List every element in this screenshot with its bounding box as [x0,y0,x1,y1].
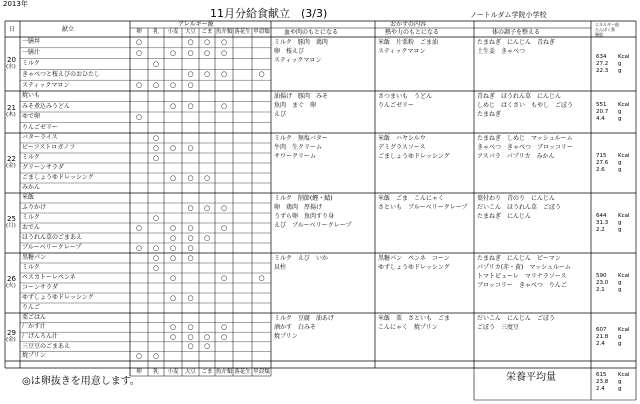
allergen-mark: ○ [187,332,194,341]
allergen-mark: ○ [169,48,177,57]
allergen-mark: ○ [135,223,143,232]
ingredient-body: だいこん ほうれん草 ごぼう [477,204,562,211]
nutrition-unit: Kcal [618,102,630,108]
dish-name: グリーンサラダ [22,164,64,171]
allergen-mark: ○ [152,351,160,360]
nutrition-unit: g [618,280,622,286]
ingredient-blood: えび ブルーベリークレープ [274,222,352,229]
ingredient-blood: 油揚げ 豚肉 みそ [274,93,329,100]
nutrition-unit: g [618,334,622,340]
day-date: 26 [7,275,16,283]
ingredient-body: アスパラ パプリカ みかん [477,153,555,160]
dish-name: 一膳汁 [22,49,41,57]
ingredient-body: たまねぎ にんじん 青ねぎ [477,39,556,46]
ingredient-blood: うずら卵 魚肉すり身 [274,213,335,220]
nutrition-value: 2.4 [596,341,605,347]
day-weekday: (金) [6,337,16,343]
header-allergen: 卵 [136,29,142,35]
allergen-mark: ○ [187,81,194,90]
ingredient-body: 葉付わり 青のり にんじん [477,195,556,202]
allergen-mark: ○ [169,143,177,152]
header-allergen: 乳 [153,29,159,35]
allergen-mark: ○ [203,173,211,182]
ingredient-blood: ミルク 削節(鰹・鯖) [274,195,333,202]
nutrition-value: 21.8 [596,334,609,340]
header-allergen: 落花生 [234,29,251,35]
allergen-mark: ○ [169,243,177,252]
allergen-mark: ○ [152,59,160,68]
ingredient-body: きゃべつ きゃべつ ブロッコリー [477,144,573,151]
nutrition-legend-item: たんぱく質 [595,27,615,32]
allergen-mark: ○ [169,293,177,302]
school-name: ノートルダム学院小学校 [470,11,547,19]
allergen-mark: ○ [203,203,211,212]
ingredient-body: たまねぎ [477,111,502,118]
allergen-mark: ○ [220,322,228,331]
allergen-mark: ○ [187,342,194,351]
footer-allergen: 魚介類 [215,368,233,375]
dish-name: ふりかけ [22,204,47,211]
day-weekday: (木) [6,112,16,118]
allergen-mark: ○ [187,233,194,242]
nutrition-value: 20.7 [596,109,609,115]
ingredient-blood: スティックマロン [274,57,322,64]
dish-name: 三豆豆のごまあえ [22,342,71,350]
dish-name: 栗ごはん [22,313,47,321]
ingredient-blood: ミルク 豆腐 油あげ [274,315,334,322]
ingredient-heat: さといも ブルーベリークレープ [378,204,468,211]
ingredient-blood: 卵 鶏肉 厚揚げ [274,204,323,211]
allergen-mark: ○ [187,253,194,262]
allergen-mark: ○ [152,153,160,162]
allergen-mark: ○ [203,48,211,57]
allergen-mark: ○ [220,332,228,341]
allergen-mark: ○ [169,102,177,111]
ingredient-body: ブロッコリー きゃべつ りんご [477,282,567,289]
dish-name: バターライス [22,134,58,141]
footer-allergen: ごま [201,368,213,375]
allergen-mark: ○ [187,48,194,57]
dish-name: ビーフストロガノフ [22,144,76,151]
ingredient-heat: ゆずしょうゆドレッシング [378,264,450,271]
ingredient-blood: 酒かす 白みそ [274,324,317,331]
nutrition-value: 23.0 [596,280,609,286]
allergen-mark: ○ [135,243,143,252]
allergen-mark: ○ [169,81,177,90]
allergen-mark: ○ [169,322,177,331]
allergen-mark: ○ [169,173,177,182]
ingredient-body: 青ねぎ ほうれん草 にんじん [477,93,562,100]
dish-name: 厂かす汁 [22,323,47,331]
dish-name: 焼プリン [22,352,46,360]
footnote: ◎は卵抜きを用意します。 [22,376,140,387]
nutrition-unit: g [618,160,622,166]
ingredient-heat: 米飯 栗 さといも ごま [378,315,451,322]
allergen-mark: ○ [169,223,177,232]
allergen-mark: ○ [152,253,160,262]
allergen-mark: ○ [152,143,160,152]
allergen-mark: ○ [187,243,194,252]
dish-name: スティックマロン [22,81,70,89]
allergen-mark: ○ [169,332,177,341]
nutrition-value: 27.6 [596,160,609,166]
nutrition-value: 551 [596,102,607,108]
allergen-mark: ○ [187,203,194,212]
nutrition-legend-item: 脂肪 [595,32,603,37]
nutrition-unit: g [618,68,622,74]
dish-name: コーンサラダ [22,284,58,291]
dish-name: ほうれん草のごまあえ [22,234,83,241]
nutrition-value: 22.3 [596,68,609,74]
allergen-mark: ○ [187,37,194,46]
nutrition-value: 644 [596,213,607,219]
ingredient-blood: 焼プリン [274,333,298,340]
ingredient-body: ごぼう 三度豆 [477,324,520,331]
header-ingredients-group: おかずの内容 [390,21,427,28]
allergen-mark: ○ [152,263,160,272]
nutrition-unit: g [618,167,622,173]
year-label: 2013年 [3,0,28,8]
ingredient-blood: ミルク えび いか [274,255,328,262]
header-menu: 献立 [62,26,75,33]
dish-name: みかん [22,184,41,191]
allergen-mark: ○ [203,332,211,341]
allergen-mark: ○ [152,213,160,222]
dish-name: みそ煮込みうどん [22,102,71,110]
ingredient-body: トマトピューレ マリナラソース [477,273,567,280]
nutrition-unit: g [618,287,622,293]
footer-allergen: 卵 [136,368,142,375]
nutrition-unit: Kcal [618,153,630,159]
allergen-mark: ○ [187,293,194,302]
ingredient-body: たまねぎ にんじん [477,213,532,220]
ingredient-blood: ミルク 豚肉 鶏肉 [274,39,328,46]
allergen-mark: ○ [220,48,228,57]
day-weekday: (月) [6,223,16,229]
dish-name: りんごゼリー [22,123,59,131]
footer-allergen: 甲殻類 [253,368,270,375]
average-unit: Kcal [618,372,630,378]
allergen-mark: ○ [203,233,211,242]
average-unit: g [618,379,622,385]
day-date: 21 [7,104,16,112]
ingredient-blood: ミルク 無塩バター [274,135,328,142]
ingredient-blood: 貝柱 [274,264,287,271]
dish-name: ミルク [22,60,40,67]
nutrition-value: 2.1 [596,287,605,293]
dish-name: ミルク [22,154,40,161]
nutrition-value: 2.6 [596,167,605,173]
dish-name: 一膳丼 [22,38,41,46]
ingredient-heat: 米飯 片栗粉 ごま油 [378,39,439,46]
nutrition-value: 634 [596,54,607,60]
allergen-mark: ○ [135,48,143,57]
ingredient-body: たまねぎ しめじ マッシュルーム [477,135,573,142]
allergen-mark: ○ [135,81,143,90]
ingredient-blood: 牛肉 生クリーム [274,144,323,151]
page-title: 11月分給食献立 (3/3) [210,7,328,20]
average-value: 23.8 [596,379,609,385]
allergen-mark: ○ [135,37,143,46]
footer-allergen: 大豆 [184,368,196,375]
allergen-mark: ○ [187,102,194,111]
header-allergen: 甲殻類 [253,29,270,35]
header-heat: 熱や力のもとになる [385,29,440,36]
ingredient-heat: 米飯 ハヤシルウ [378,135,426,142]
header-allergen: 小麦 [167,29,179,35]
ingredient-heat: デミグラスソース [378,144,426,151]
nutrition-unit: g [618,341,622,347]
header-allergen: 大豆 [184,29,196,35]
nutrition-unit: Kcal [618,327,630,333]
allergen-mark: ○ [152,133,160,142]
allergen-mark: ○ [187,322,194,331]
nutrition-unit: g [618,116,622,122]
dish-name: りんご [22,304,41,311]
nutrition-value: 27.2 [596,61,609,67]
nutrition-unit: Kcal [618,213,630,219]
allergen-mark: ○ [169,233,177,242]
day-date: 20 [7,56,16,64]
nutrition-unit: g [618,227,622,233]
dish-name: 黒糖パン [22,254,47,261]
footer-allergen: 小麦 [167,368,179,375]
dish-name: 米飯 [22,194,35,201]
dish-name: ゆで卵 [22,113,41,121]
ingredient-blood: 卵 桜えび [274,48,305,55]
day-date: 22 [7,155,16,163]
allergen-mark: ○ [220,223,228,232]
ingredient-blood: えび [274,111,287,118]
dish-name: ゆずしょうゆドレッシング [22,294,94,301]
day-date: 29 [7,329,16,337]
allergen-mark: ○ [258,70,265,79]
nutrition-value: 4.4 [596,116,605,122]
allergen-mark: ○ [220,273,228,282]
allergen-mark: ○ [187,70,194,79]
ingredient-heat: りんごゼリー [378,102,415,109]
ingredient-body: だいこん にんじん ごぼう [477,315,556,322]
header-allergen: ごま [201,29,213,35]
ingredient-heat: 米飯 ごま こんにゃく [378,195,444,202]
average-value: 615 [596,372,607,378]
ingredient-heat: こんにゃく 焼プリン [378,324,438,331]
nutrition-unit: g [618,109,622,115]
dish-name: ペスカトーレペンネ [22,274,76,281]
nutrition-unit: Kcal [618,273,630,279]
dish-name: ミルク [22,264,40,271]
allergen-mark: ○ [187,223,194,232]
ingredient-body: しめじ はくさい もやし ごぼう [477,102,574,109]
nutrition-value: 31.3 [596,220,609,226]
footer-allergen: 落花生 [234,368,251,375]
allergen-mark: ○ [187,173,194,182]
allergen-mark: ○ [220,102,228,111]
dish-name: 焼いも [22,92,41,100]
day-weekday: (水) [6,64,16,70]
footer-allergen: 乳 [153,368,159,375]
header-allergen: 魚介類 [215,29,233,35]
day-weekday: (金) [6,163,16,169]
dish-name: おでん [22,224,40,231]
allergen-mark: ○ [135,112,143,121]
allergen-mark: ○ [187,143,194,152]
header-day: 日 [9,26,16,33]
average-label: 栄養平均量 [506,372,556,383]
day-date: 25 [7,215,16,223]
dish-name: ブルーベリークレープ [22,244,82,251]
dish-name: きゃべつと桜えびのおひたし [22,70,101,78]
nutrition-value: 590 [596,273,607,279]
ingredient-heat: さつまいも うどん [378,93,433,100]
allergen-mark: ○ [258,273,265,282]
ingredient-heat: ごましょうゆドレッシング [378,153,450,160]
allergen-mark: ○ [220,70,228,79]
ingredient-heat: 黒糖パン ペンネ コーン [378,255,450,262]
allergen-mark: ○ [203,342,211,351]
day-weekday: (火) [6,283,16,289]
average-unit: g [618,386,622,392]
nutrition-unit: g [618,220,622,226]
ingredient-blood: 魚肉 まぐ 卵 [274,102,317,109]
ingredient-blood: サワークリーム [274,153,317,160]
header-allergy-group: アレルギー源 [178,21,214,28]
allergen-mark: ○ [152,81,160,90]
nutrition-unit: Kcal [618,54,630,60]
header-blood: 血や肉のもとになる [284,29,339,36]
dish-name: ごましょうゆドレッシング [22,174,94,181]
allergen-mark: ○ [135,351,143,360]
allergen-mark: ○ [220,203,228,212]
allergen-mark: ○ [169,253,177,262]
dish-name: 厂げんろん汁 [22,333,59,340]
dish-name: ミルク [22,214,40,221]
average-value: 2.4 [596,386,605,392]
ingredient-body: パプリカ(赤・黄) マッシュルーム [477,264,572,271]
allergen-mark: ○ [203,70,211,79]
nutrition-unit: g [618,61,622,67]
allergen-mark: ○ [152,243,160,252]
nutrition-value: 2.2 [596,227,605,233]
nutrition-legend-item: エネルギー他 [595,22,619,27]
header-body: 体の調子を整える [492,29,541,36]
ingredient-heat: スティックマロン [378,48,426,55]
allergen-mark: ○ [169,273,177,282]
nutrition-value: 607 [596,327,607,333]
nutrition-value: 715 [596,153,607,159]
allergen-mark: ○ [203,37,211,46]
ingredient-body: たまねぎ にんじん ピーマン [477,255,561,262]
allergen-mark: ○ [220,37,228,46]
ingredient-body: 土生姜 きゃべつ [477,48,526,55]
